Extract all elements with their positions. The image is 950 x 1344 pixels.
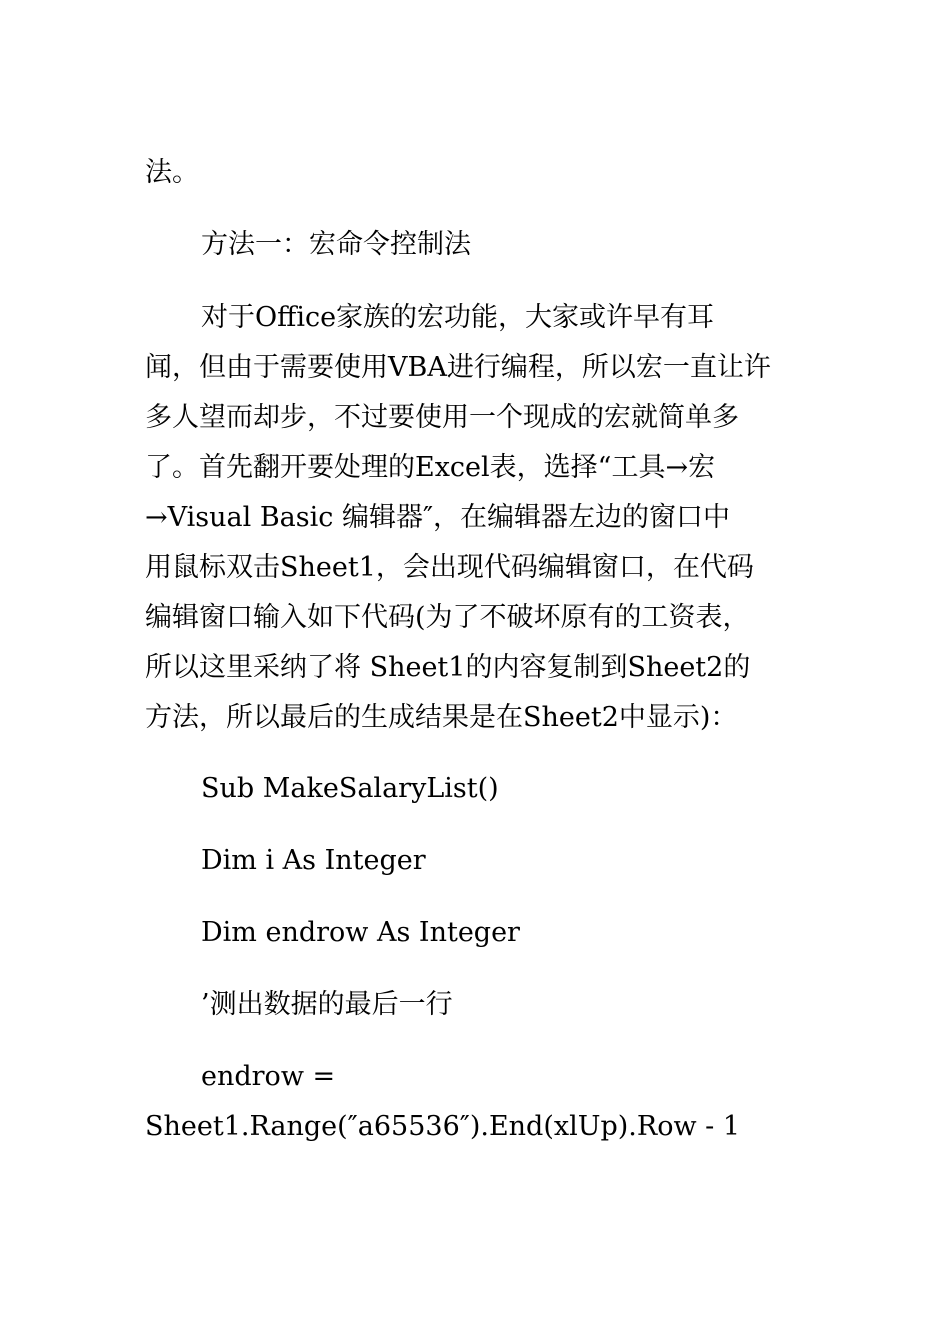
paragraph-line: →Visual Basic 编辑器″，在编辑器左边的窗口中	[145, 502, 731, 533]
paragraph-line: 多人望而却步，不过要使用一个现成的宏就简单多	[145, 402, 739, 433]
paragraph-line: 编辑窗口输入如下代码(为了不破坏原有的工资表，	[145, 602, 750, 633]
paragraph-line: 了。首先翻开要处理的Excel表，选择“工具→宏	[145, 452, 716, 483]
paragraph-line: 方法，所以最后的生成结果是在Sheet2中显示)：	[145, 702, 738, 733]
code-line: Dim endrow As Integer	[201, 917, 520, 948]
code-line: Sheet1.Range(″a65536″).End(xlUp).Row - 1	[145, 1111, 741, 1142]
code-line: Sub MakeSalaryList()	[201, 773, 499, 804]
paragraph-line: 对于Office家族的宏功能，大家或许早有耳	[201, 302, 715, 333]
paragraph-line: 所以这里采纳了将 Sheet1的内容复制到Sheet2的	[145, 652, 751, 683]
paragraph-line: 闻，但由于需要使用VBA进行编程，所以宏一直让许	[145, 352, 771, 383]
code-line: endrow =	[201, 1061, 336, 1092]
section-heading: 方法一：宏命令控制法	[201, 229, 471, 260]
paragraph-line: 用鼠标双击Sheet1，会出现代码编辑窗口，在代码	[145, 552, 754, 583]
code-line: Dim i As Integer	[201, 845, 426, 876]
code-comment-line: ’测出数据的最后一行	[201, 989, 453, 1020]
paragraph-tail-line: 法。	[145, 157, 199, 188]
